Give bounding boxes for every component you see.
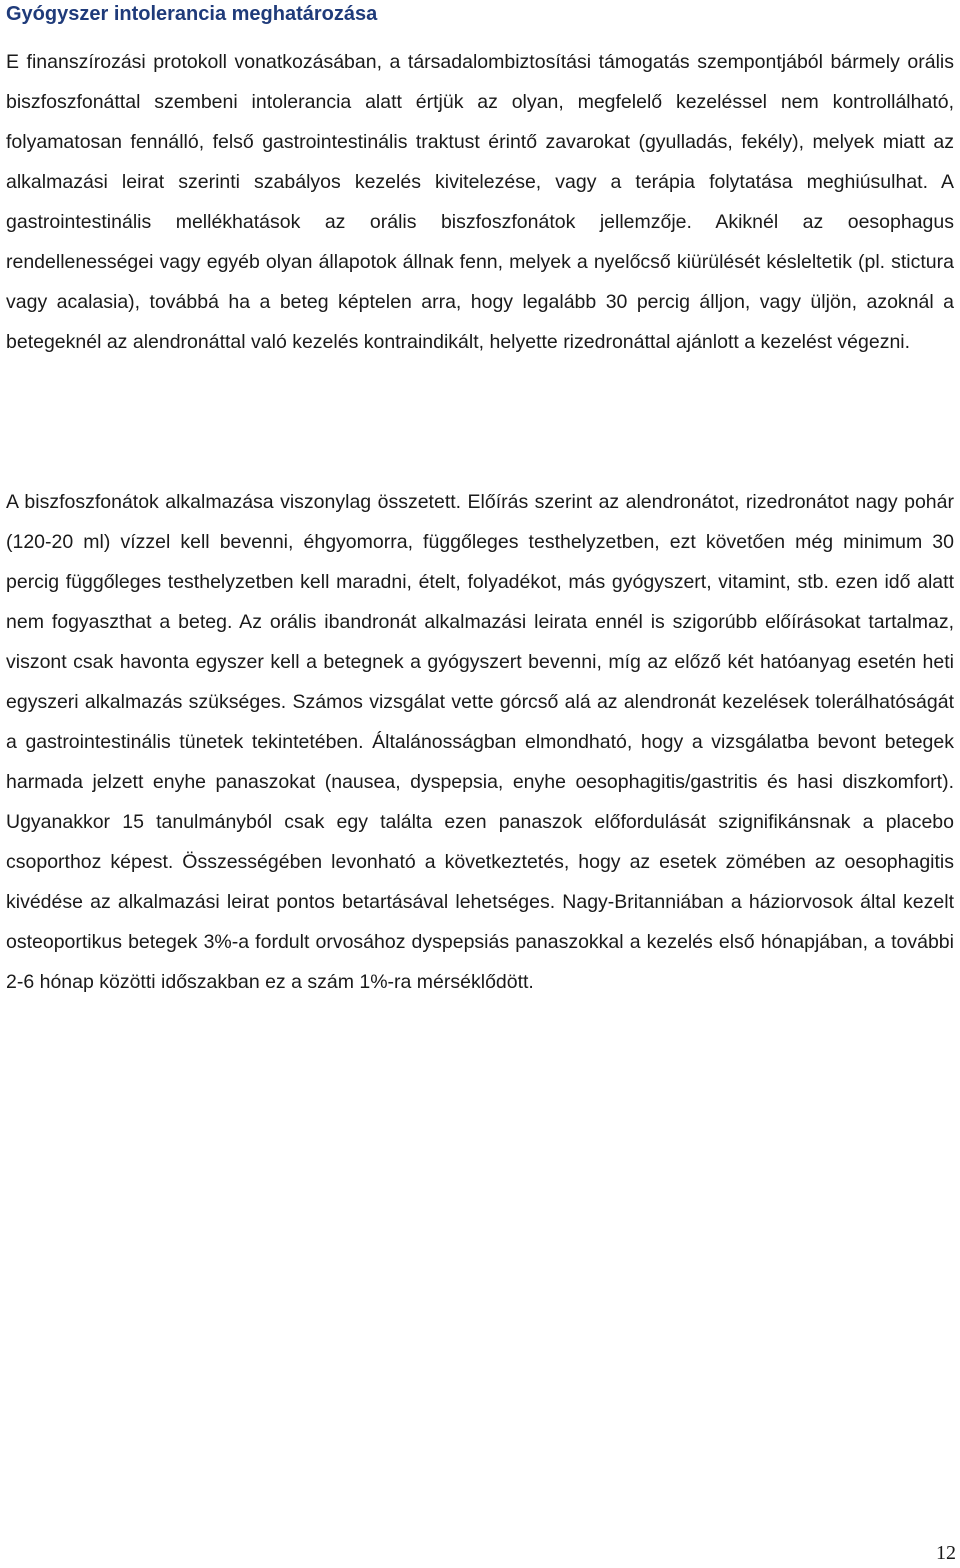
page-number: 12 — [936, 1542, 956, 1564]
paragraph-administration: A biszfoszfonátok alkalmazása viszonylag összetett. Előírás szerint az alendronátot, rizedronátot nagy pohár (120-20 ml) vízzel kell bevenni, éhgyomorra, függőleges testhelyzetben, ezt követően még minimum 30 percig függőleges testhelyzetben kell maradni, ételt, folyadékot, más gyógyszert, vitamint, stb. ezen idő alatt nem fogyaszthat a beteg. Az orális ibandronát alkalmazási leirata ennél is szigorúbb előírásokat tartalmaz, viszont csak havonta egyszer kell a betegnek a gyógyszert bevenni, míg az előző két hatóanyag esetén heti egyszeri alkalmazás szükséges. Számos vizsgálat vette górcső alá az alendronát kezelések tolerálhatóságát a gastrointestinális tünetek tekintetében. Általánosságban elmondható, hogy a vizsgálatba bevont betegek harmada jelzett enyhe panaszokat (nausea, dyspepsia, enyhe oesophagitis/gastritis és hasi diszkomfort). Ugyanakkor 15 tanulmányból csak egy találta ezen panaszok előfordulását szignifikánsnak a placebo csoporthoz képest. Összességében levonható a következtetés, hogy az esetek zömében az oesophagitis kivédése az alkalmazási leirat pontos betartásával lehetséges. Nagy-Britanniában a háziorvosok által kezelt osteoportikus betegek 3%-a fordult orvosához dyspepsiás panaszokkal a kezelés első hónapjában, a további 2-6 hónap közötti időszakban ez a szám 1%-ra mérséklődött. — [6, 491, 954, 993]
paragraph-intolerance-definition: E finanszírozási protokoll vonatkozásában, a társadalombiztosítási támogatás szempontjából bármely orális biszfoszfonáttal szembeni intolerancia alatt értjük az olyan, megfelelő kezeléssel nem kontrollálható, folyamatosan fennálló, felső gastrointestinális traktust érintő zavarokat (gyulladás, fekély), melyek miatt az alkalmazási leirat szerinti szabályos kezelés kivitelezése, vagy a terápia folytatása meghiúsulhat. A gastrointestinális mellékhatások az orális biszfoszfonátok jellemzője. Akiknél az oesophagus rendellenességei vagy egyéb olyan állapotok állnak fenn, melyek a nyelőcső kiürülését késleltetik (pl. stictura vagy acalasia), továbbá ha a beteg képtelen arra, hogy legalább 30 percig álljon, vagy üljön, azoknál a betegeknél az alendronáttal való kezelés kontraindikált, helyette rizedronáttal ajánlott a kezelést végezni. — [6, 51, 954, 353]
section-heading: Gyógyszer intolerancia meghatározása — [6, 3, 378, 25]
